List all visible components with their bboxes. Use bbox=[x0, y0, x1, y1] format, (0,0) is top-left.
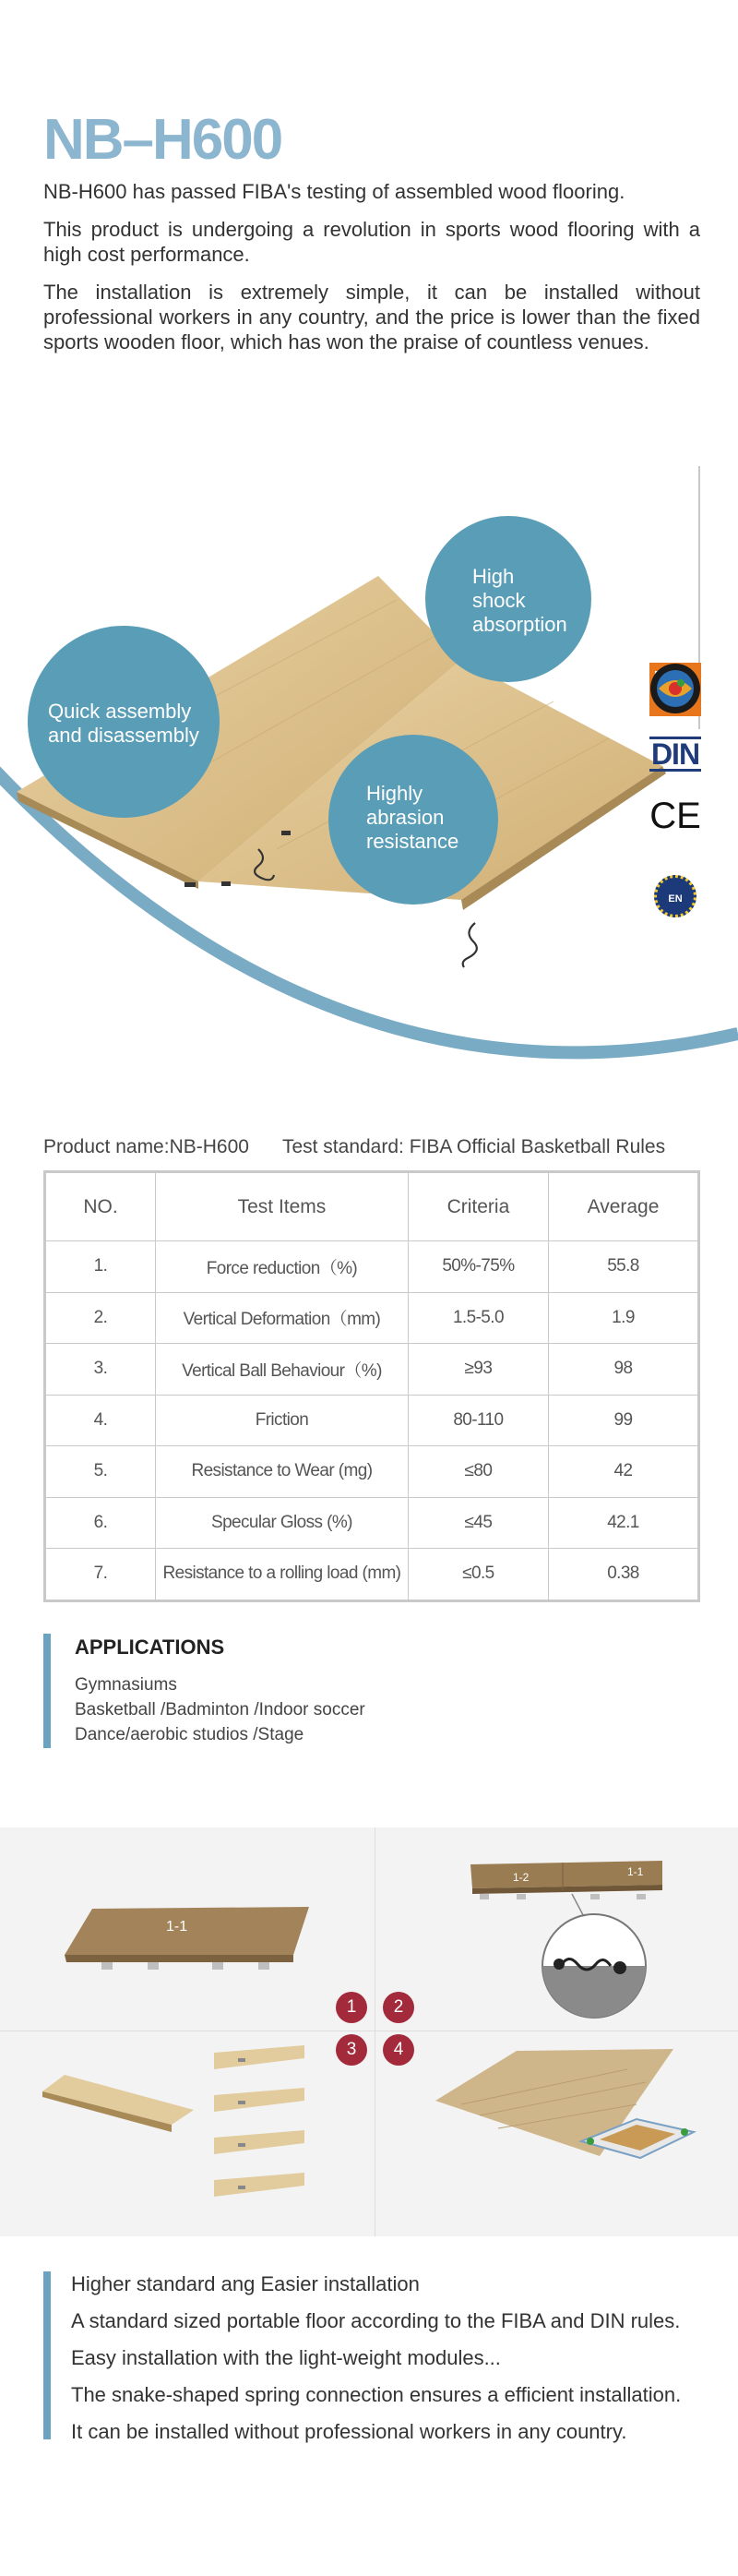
basketball-ball-icon bbox=[649, 663, 701, 714]
table-row: 7. Resistance to a rolling load (mm) ≤0.5 0.38 bbox=[46, 1549, 698, 1600]
feature-assembly: Quick assembly and disassembly bbox=[48, 700, 199, 747]
column-header: Average bbox=[548, 1173, 697, 1241]
note-line: A standard sized portable floor according to the FIBA and DIN rules. bbox=[71, 2309, 681, 2332]
page-title: NB–H600 bbox=[43, 108, 282, 172]
spec-table bbox=[43, 1170, 700, 1602]
step-4-court bbox=[435, 2049, 694, 2158]
applications-title: APPLICATIONS bbox=[75, 1635, 225, 1659]
intro-paragraph: NB-H600 has passed FIBA's testing of assembled wood flooring. bbox=[43, 180, 625, 203]
product-name: Product name:NB-H600 bbox=[43, 1136, 249, 1157]
step-3-panels bbox=[42, 2045, 304, 2197]
test-standard: Test standard: FIBA Official Basketball Rules bbox=[281, 1136, 666, 1157]
spec-header bbox=[43, 1136, 700, 1158]
column-header: NO. bbox=[46, 1173, 156, 1241]
feature-abrasion: Highly abrasion resistance bbox=[366, 782, 459, 853]
din-logo: DIN bbox=[650, 737, 700, 771]
application-item: Basketball /Badminton /Indoor soccer bbox=[75, 1700, 365, 1719]
panel-label: 1-1 bbox=[166, 1919, 188, 1935]
floor-panel-illustration bbox=[0, 461, 738, 1071]
application-item: Gymnasiums bbox=[75, 1675, 177, 1695]
note-line: Higher standard ang Easier installation bbox=[71, 2272, 420, 2295]
step-badge-1: 1 bbox=[336, 1992, 367, 2023]
feature-shock: High shock absorption bbox=[472, 565, 567, 636]
intro-paragraph: This product is undergoing a revolution in sports wood flooring with a high cost performance. bbox=[43, 218, 700, 266]
step-badge-4: 4 bbox=[383, 2034, 414, 2066]
table-header-row bbox=[46, 1173, 698, 1241]
table-row: 1. Force reduction（%) 50%-75% 55.8 bbox=[46, 1241, 698, 1293]
installation-steps bbox=[0, 1827, 738, 2236]
note-line: The snake-shaped spring connection ensures a efficient installation. bbox=[71, 2383, 682, 2406]
table-row: 4. Friction 80-110 99 bbox=[46, 1395, 698, 1446]
table-row: 5. Resistance to Wear (mg) ≤80 42 bbox=[46, 1446, 698, 1498]
column-header: Criteria bbox=[408, 1173, 548, 1241]
en-logo: EN bbox=[649, 875, 701, 917]
panel-label: 1-2 bbox=[513, 1871, 530, 1884]
applications-section bbox=[43, 1634, 365, 1748]
table-row: 2. Vertical Deformation（mm) 1.5-5.0 1.9 bbox=[46, 1292, 698, 1344]
step-2-panels bbox=[470, 1861, 662, 2018]
intro-section bbox=[43, 103, 700, 354]
table-row: 3. Vertical Ball Behaviour（%) ≥93 98 bbox=[46, 1344, 698, 1396]
step-1-panel bbox=[65, 1907, 309, 1970]
ce-mark: CE bbox=[649, 796, 701, 836]
step-badge-2: 2 bbox=[383, 1992, 414, 2023]
hero-illustration bbox=[0, 461, 738, 1071]
note-line: Easy installation with the light-weight modules... bbox=[71, 2346, 501, 2369]
column-header: Test Items bbox=[156, 1173, 409, 1241]
installation-notes bbox=[43, 2271, 708, 2443]
installation-illustrations bbox=[0, 1827, 738, 2236]
application-item: Dance/aerobic studios /Stage bbox=[75, 1725, 304, 1744]
step-badge-3: 3 bbox=[336, 2034, 367, 2066]
table-row: 6. Specular Gloss (%) ≤45 42.1 bbox=[46, 1497, 698, 1549]
intro-paragraph: The installation is extremely simple, it can be installed without professional workers in any country, and the price is lower than the fixed sports wooden floor, which has won the praise of countless venues. bbox=[43, 281, 700, 353]
note-line: It can be installed without professional workers in any country. bbox=[71, 2420, 627, 2443]
certification-logos bbox=[649, 663, 701, 929]
panel-label: 1-1 bbox=[627, 1865, 644, 1878]
